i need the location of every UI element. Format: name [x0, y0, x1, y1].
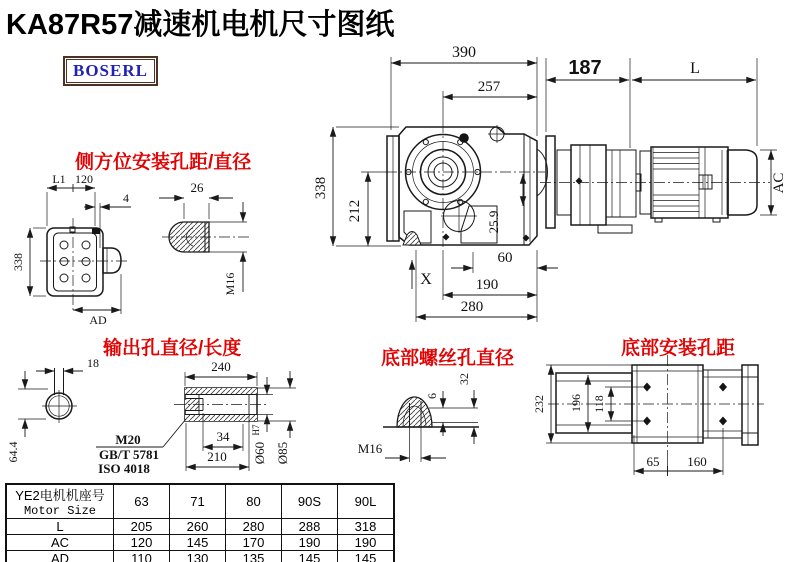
note-M20: M20: [115, 432, 141, 447]
dim-64-4: 64.4: [6, 441, 20, 463]
dim-6: 6: [425, 393, 439, 399]
dim-L: L: [690, 60, 700, 77]
cell-AD-80: 135: [226, 551, 282, 562]
table-row-AD: [6, 551, 394, 562]
cell-AC-80: 170: [226, 535, 282, 551]
row-label-AD: AD: [6, 551, 114, 562]
motor-size-table: [5, 483, 395, 562]
col-90S: 90S: [282, 484, 338, 519]
table-header-cn: YE2电机机座号: [15, 488, 105, 503]
col-90L: 90L: [338, 484, 395, 519]
motor-ribs: [653, 153, 699, 212]
dim-M16-side: M16: [223, 272, 237, 296]
row-label-AC: AC: [6, 535, 114, 551]
cell-L-71: 260: [170, 519, 226, 535]
cell-AC-90S: 190: [282, 535, 338, 551]
dim-phi60-tol: H7: [251, 424, 261, 436]
dim-240: 240: [211, 359, 231, 374]
dim-118: 118: [592, 395, 606, 413]
label-bottom-screw: 底部螺丝孔直径: [381, 348, 515, 369]
dim-L1: L1: [52, 172, 66, 186]
dim-196: 196: [569, 394, 583, 412]
note-iso4018: ISO 4018: [98, 461, 150, 476]
dim-60: 60: [497, 250, 513, 266]
side-view-dimensions: [11, 172, 131, 327]
dim-26: 26: [190, 180, 204, 195]
label-output-hole: 输出孔直径/长度: [103, 338, 242, 359]
cell-AD-90L: 145: [338, 551, 395, 562]
cell-AC-71: 145: [170, 535, 226, 551]
label-bottom-mount: 底部安装孔距: [621, 338, 736, 359]
bottom-screw-section: [358, 373, 479, 462]
marker-x: X: [420, 271, 432, 288]
side-view: [40, 218, 130, 313]
dim-32: 32: [457, 373, 471, 385]
dim-212: 212: [347, 199, 363, 223]
dim-65: 65: [646, 454, 660, 469]
dim-4: 4: [123, 191, 129, 205]
label-side-mount: 侧方位安装孔距/直径: [75, 152, 252, 173]
dim-210: 210: [207, 449, 227, 464]
page-title: KA87R57减速机电机尺寸图纸: [6, 9, 395, 41]
col-71: 71: [170, 484, 226, 519]
dim-190: 190: [475, 277, 499, 293]
side-hole-detail: [159, 180, 252, 295]
dim-34: 34: [216, 429, 230, 444]
cell-L-90S: 288: [282, 519, 338, 535]
dim-18: 18: [87, 356, 99, 370]
front-dimensions: [313, 44, 558, 322]
dim-AD: AD: [89, 313, 107, 327]
dim-25-9: 25.9: [486, 210, 501, 234]
output-bore-section: [6, 356, 296, 476]
plug-dot: [459, 133, 469, 143]
table-header-en: Motor Size: [23, 504, 96, 518]
table-header-motor-size: [6, 484, 114, 519]
motor-dimensions: [546, 57, 787, 215]
cell-AC-63: 120: [114, 535, 170, 551]
cell-L-63: 205: [114, 519, 170, 535]
dim-257: 257: [477, 79, 501, 95]
note-gb5781: GB/T 5781: [98, 447, 160, 462]
dim-phi60: Ø60: [252, 441, 267, 465]
dim-232: 232: [532, 395, 546, 413]
col-80: 80: [226, 484, 282, 519]
dim-AC: AC: [771, 172, 787, 194]
motor-view: [540, 136, 770, 233]
side-mount-holes: [60, 241, 90, 282]
cell-AC-90L: 190: [338, 535, 395, 551]
dim-187: 187: [568, 57, 602, 79]
bottom-mount-view: [532, 355, 764, 476]
row-label-L: L: [6, 519, 114, 535]
col-63: 63: [114, 484, 170, 519]
cell-L-90L: 318: [338, 519, 395, 535]
table-row-L: [6, 519, 394, 535]
cell-AD-63: 110: [114, 551, 170, 562]
dim-M16-bottom: M16: [357, 441, 383, 456]
dim-338-front: 338: [313, 176, 329, 200]
dim-120: 120: [75, 172, 93, 186]
cell-AD-90S: 145: [282, 551, 338, 562]
table-row-AC: [6, 535, 394, 551]
dim-phi85: Ø85: [275, 441, 290, 465]
dim-160: 160: [687, 454, 707, 469]
dim-338-side: 338: [11, 253, 25, 271]
dim-390: 390: [452, 44, 476, 61]
cell-AD-71: 130: [170, 551, 226, 562]
dim-280: 280: [460, 299, 484, 315]
brand-logo-text: BOSERL: [66, 59, 155, 83]
cell-L-80: 280: [226, 519, 282, 535]
